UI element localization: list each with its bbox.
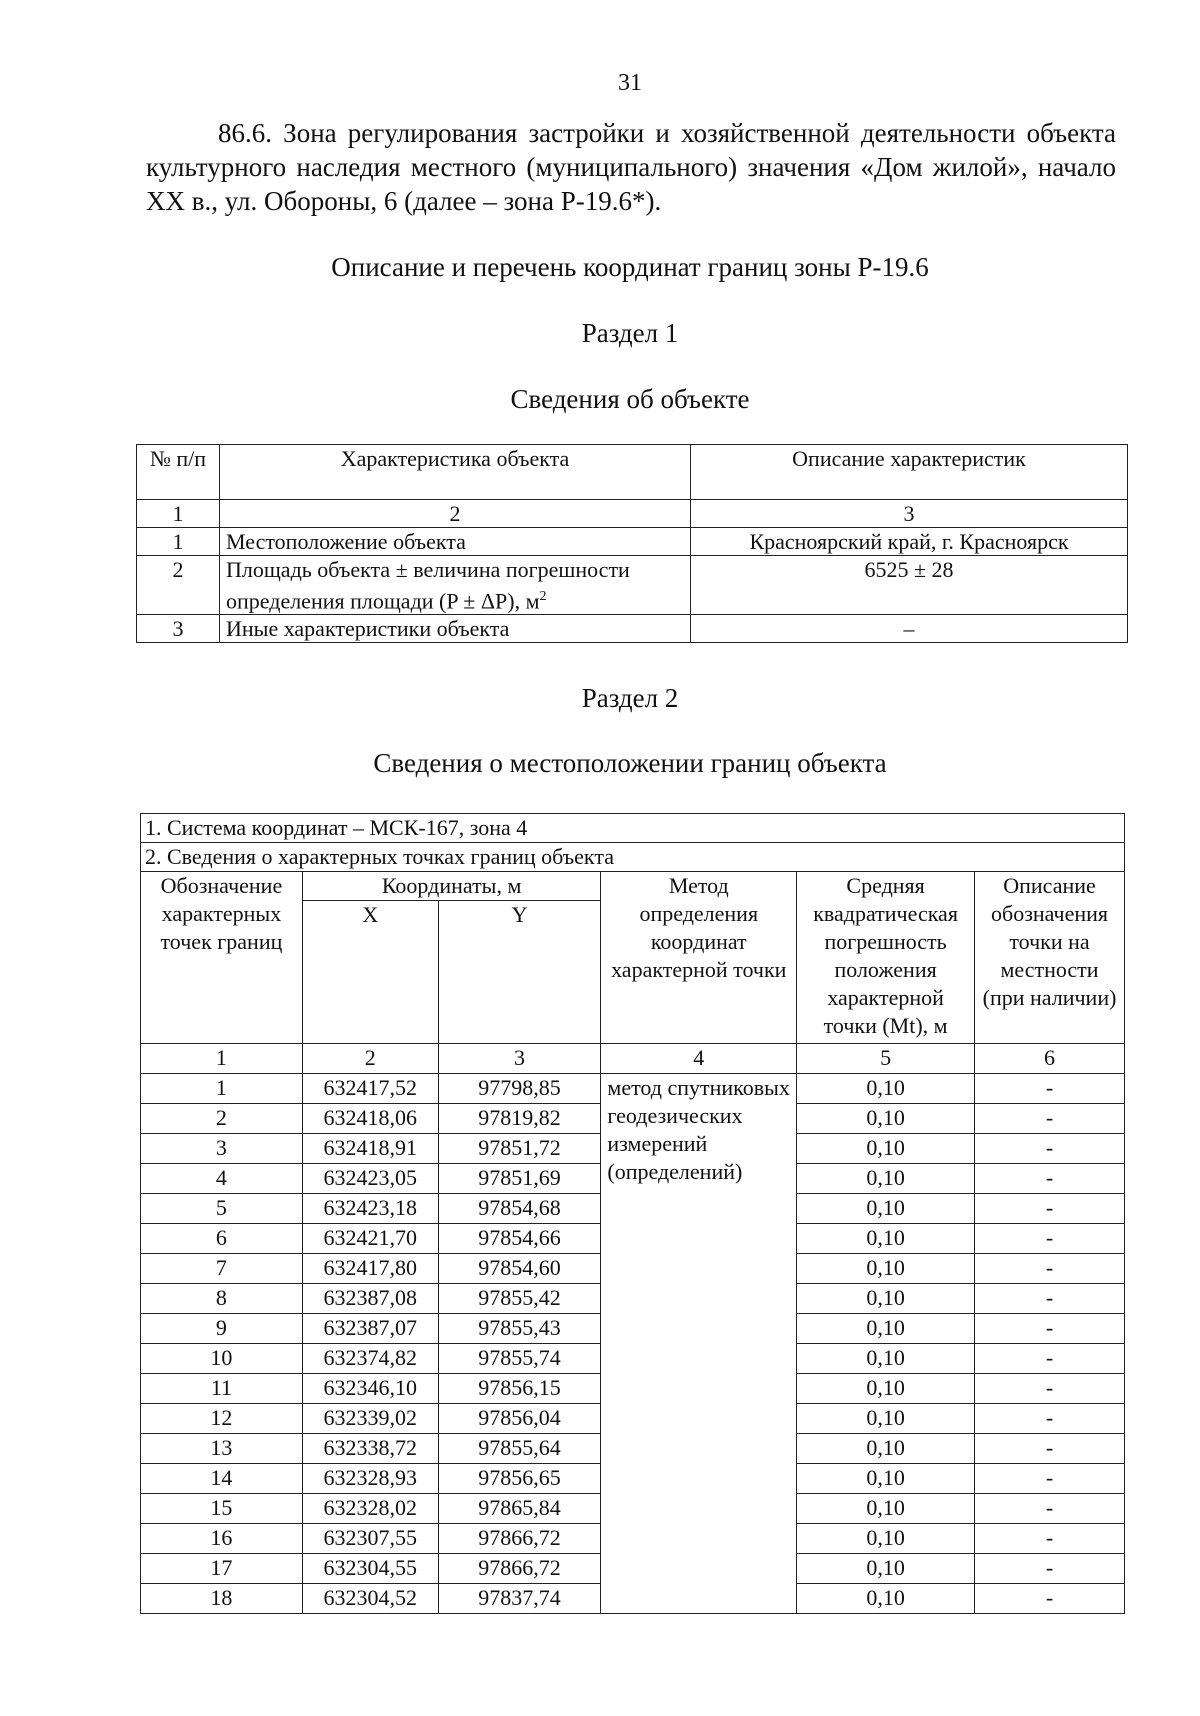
point-x: 632338,72 [302,1434,438,1464]
point-x: 632417,80 [302,1254,438,1284]
point-id: 11 [141,1374,303,1404]
point-id: 10 [141,1344,303,1374]
header-method: Метод определения координат характерной точки [601,872,797,1044]
section2-heading: Раздел 2 [581,683,679,713]
point-y: 97854,68 [438,1194,601,1224]
point-mt: 0,10 [797,1284,975,1314]
point-description: - [975,1374,1125,1404]
point-x: 632417,52 [302,1074,438,1104]
point-y: 97854,60 [438,1254,601,1284]
point-id: 2 [141,1104,303,1134]
table-row [137,556,1128,615]
point-description: - [975,1224,1125,1254]
point-id: 7 [141,1254,303,1284]
point-description: - [975,1434,1125,1464]
row-characteristic: Иные характеристики объекта [220,615,691,643]
header-number: № п/п [137,445,220,500]
header-characteristic: Характеристика объекта [220,445,691,500]
point-mt: 0,10 [797,1554,975,1584]
point-x: 632387,07 [302,1314,438,1344]
point-mt: 0,10 [797,1494,975,1524]
point-id: 17 [141,1554,303,1584]
point-description: - [975,1404,1125,1434]
points-info: 2. Сведения о характерных точках границ объекта [141,843,1125,872]
row-description: – [691,615,1128,643]
point-x: 632328,02 [302,1494,438,1524]
table-row [141,1074,1125,1104]
point-id: 18 [141,1584,303,1614]
point-y: 97855,64 [438,1434,601,1464]
point-y: 97866,72 [438,1554,601,1584]
point-id: 15 [141,1494,303,1524]
intro-paragraph: 86.6. Зона регулирования застройки и хозяйственной деятельности объекта культурного наследия местного (муниципального) значения «Дом жилой», начало XX в., ул. Обороны, 6 (далее – зона Р-19.6*). [146,118,1116,216]
point-mt: 0,10 [797,1404,975,1434]
col-number: 6 [975,1044,1125,1074]
point-mt: 0,10 [797,1434,975,1464]
col-number: 1 [141,1044,303,1074]
row-number: 2 [137,556,220,615]
point-y: 97855,43 [438,1314,601,1344]
point-x: 632418,06 [302,1104,438,1134]
point-description: - [975,1314,1125,1344]
row-characteristic: Местоположение объекта [220,528,691,556]
point-description: - [975,1074,1125,1104]
section2-subheading: Сведения о местоположении границ объекта [373,748,887,778]
document-title: Описание и перечень координат границ зоны Р-19.6 [331,252,929,282]
point-x: 632374,82 [302,1344,438,1374]
column-number-row [141,1044,1125,1074]
point-x: 632328,93 [302,1464,438,1494]
table-header-row [137,445,1128,500]
point-description: - [975,1284,1125,1314]
point-id: 5 [141,1194,303,1224]
boundary-points-table [140,813,1125,1614]
point-description: - [975,1494,1125,1524]
row-number: 1 [137,528,220,556]
point-description: - [975,1194,1125,1224]
point-mt: 0,10 [797,1164,975,1194]
point-x: 632423,05 [302,1164,438,1194]
col-number: 2 [302,1044,438,1074]
point-y: 97865,84 [438,1494,601,1524]
point-mt: 0,10 [797,1584,975,1614]
col-number: 3 [691,500,1128,528]
col-number: 1 [137,500,220,528]
point-x: 632304,55 [302,1554,438,1584]
column-number-row [137,500,1128,528]
header-designation: Обозначение характерных точек границ [141,872,303,1044]
table-row [137,528,1128,556]
point-id: 1 [141,1074,303,1104]
table-row [137,615,1128,643]
point-y: 97851,72 [438,1134,601,1164]
point-x: 632346,10 [302,1374,438,1404]
point-x: 632307,55 [302,1524,438,1554]
coord-system: 1. Система координат – МСК-167, зона 4 [141,814,1125,843]
point-id: 12 [141,1404,303,1434]
point-id: 13 [141,1434,303,1464]
point-x: 632339,02 [302,1404,438,1434]
point-id: 14 [141,1464,303,1494]
point-y: 97856,15 [438,1374,601,1404]
area-characteristic-text: Площадь объекта ± величина погрешности определения площади (P ± ΔP), м [226,557,630,614]
point-description: - [975,1344,1125,1374]
section1-subheading: Сведения об объекте [510,384,750,414]
object-info-table [136,444,1128,643]
point-y: 97851,69 [438,1164,601,1194]
point-description: - [975,1134,1125,1164]
point-y: 97855,74 [438,1344,601,1374]
point-id: 16 [141,1524,303,1554]
point-mt: 0,10 [797,1374,975,1404]
point-y: 97798,85 [438,1074,601,1104]
header-x: X [302,901,438,1044]
point-mt: 0,10 [797,1074,975,1104]
col-number: 3 [438,1044,601,1074]
point-y: 97856,04 [438,1404,601,1434]
col-number: 5 [797,1044,975,1074]
coord-system-row [141,814,1125,843]
point-x: 632418,91 [302,1134,438,1164]
point-id: 3 [141,1134,303,1164]
point-mt: 0,10 [797,1194,975,1224]
point-mt: 0,10 [797,1314,975,1344]
row-description: Красноярский край, г. Красноярск [691,528,1128,556]
area-unit-superscript: 2 [539,589,547,604]
header-error: Средняя квадратическая погрешность положения характерной точки (Mt), м [797,872,975,1044]
point-mt: 0,10 [797,1524,975,1554]
point-x: 632304,52 [302,1584,438,1614]
point-mt: 0,10 [797,1464,975,1494]
point-x: 632423,18 [302,1194,438,1224]
point-id: 4 [141,1164,303,1194]
point-y: 97837,74 [438,1584,601,1614]
point-id: 9 [141,1314,303,1344]
point-description: - [975,1554,1125,1584]
point-y: 97819,82 [438,1104,601,1134]
point-mt: 0,10 [797,1104,975,1134]
point-id: 6 [141,1224,303,1254]
point-mt: 0,10 [797,1254,975,1284]
point-description: - [975,1104,1125,1134]
col-number: 4 [601,1044,797,1074]
page-number: 31 [618,70,642,96]
point-x: 632387,08 [302,1284,438,1314]
row-description: 6525 ± 28 [691,556,1128,615]
point-y: 97855,42 [438,1284,601,1314]
method-cell: метод спутниковых геодезических измерений (определений) [601,1074,797,1614]
header-y: Y [438,901,601,1044]
point-description: - [975,1164,1125,1194]
point-mt: 0,10 [797,1134,975,1164]
point-id: 8 [141,1284,303,1314]
point-description: - [975,1464,1125,1494]
point-description: - [975,1584,1125,1614]
table-header-row [141,872,1125,901]
point-y: 97866,72 [438,1524,601,1554]
header-point-description: Описание обозначения точки на местности (при наличии) [975,872,1125,1044]
section1-heading: Раздел 1 [581,318,679,348]
header-coordinates: Координаты, м [302,872,601,901]
col-number: 2 [220,500,691,528]
points-info-row [141,843,1125,872]
point-mt: 0,10 [797,1344,975,1374]
point-x: 632421,70 [302,1224,438,1254]
header-description: Описание характеристик [691,445,1128,500]
row-number: 3 [137,615,220,643]
point-description: - [975,1254,1125,1284]
point-y: 97856,65 [438,1464,601,1494]
points-body [141,1074,1125,1614]
point-y: 97854,66 [438,1224,601,1254]
point-mt: 0,10 [797,1224,975,1254]
row-characteristic [220,556,691,615]
point-description: - [975,1524,1125,1554]
